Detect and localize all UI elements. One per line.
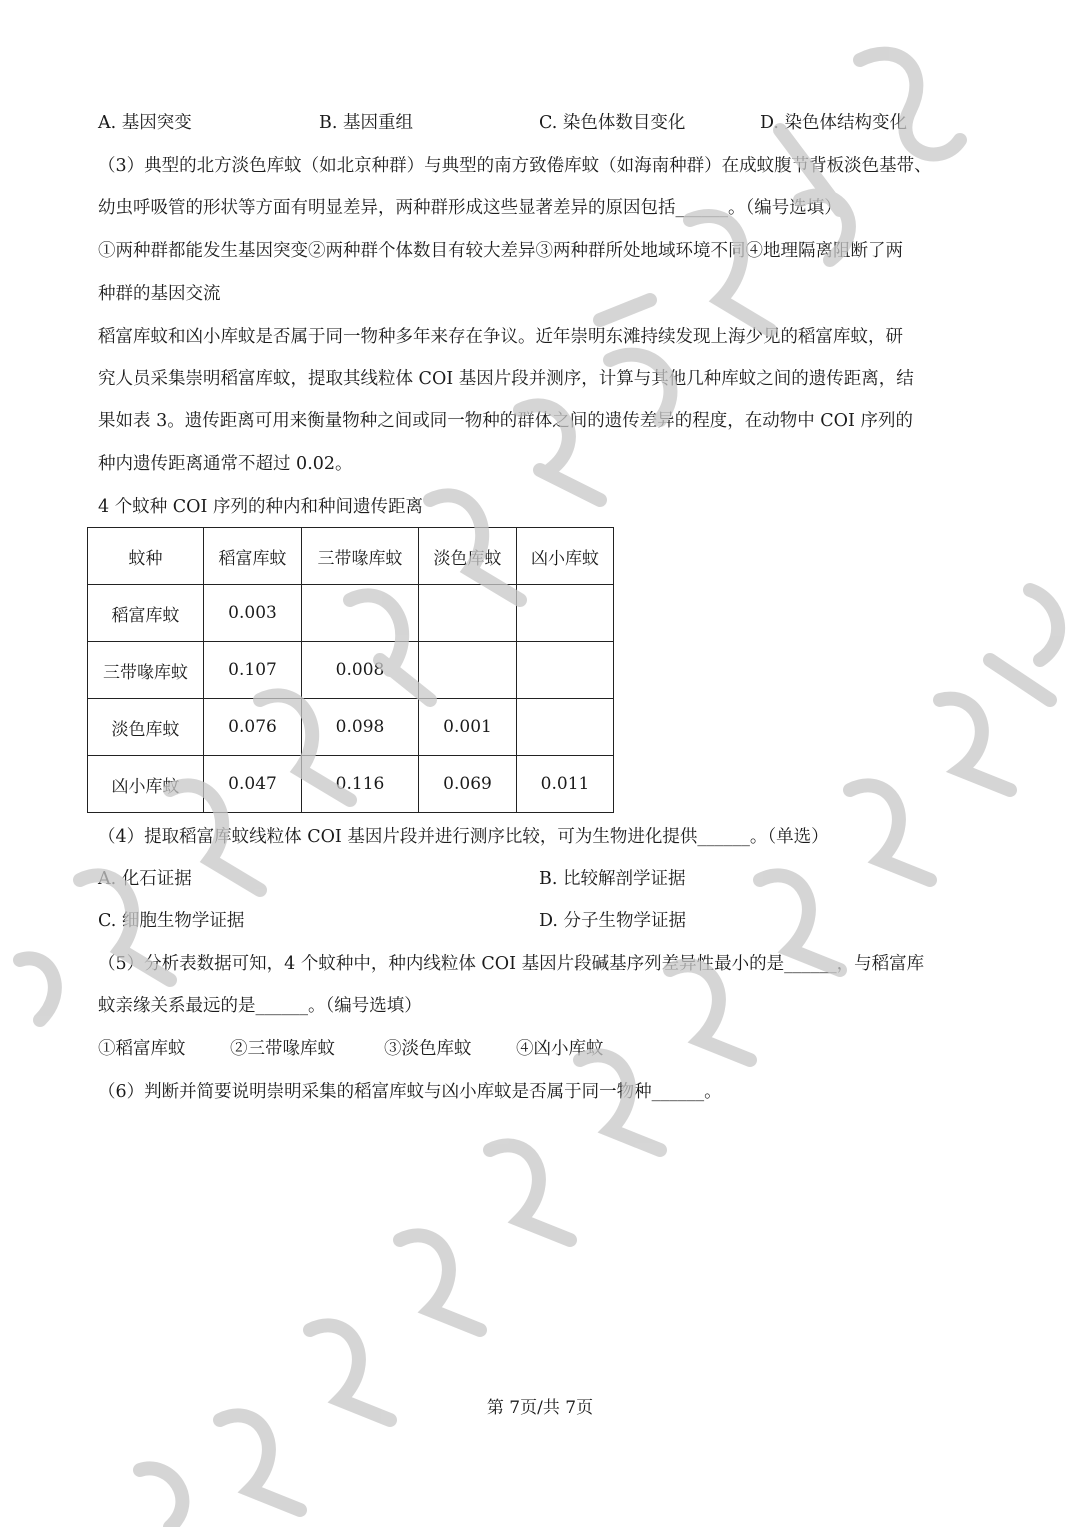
q5-line-1: （5）分析表数据可知，4 个蚊种中，种内线粒体 COI 基因片段碱基序列差异性最小的是______，与稻富库 [98,954,925,974]
q5-option-3: ③淡色库蚊 [384,1039,472,1059]
q2-option-b: B. 基因重组 [319,113,413,133]
q4-option-d: D. 分子生物学证据 [539,911,687,931]
genetic-distance-table [87,527,614,813]
table-row [88,642,614,699]
table-cell: 三带喙库蚊 [88,642,204,699]
intro-line-2: 究人员采集崇明稻富库蚊，提取其线粒体 COI 基因片段并测序，计算与其他几种库蚊之间的遗传距离，结 [98,369,914,389]
q3-line-3: ①两种群都能发生基因突变②两种群个体数目有较大差异③两种群所处地域环境不同④地理隔离阻断了两 [98,241,903,261]
table-cell: 0.076 [204,699,302,756]
table-cell [419,585,517,642]
table-header-cell: 蚊种 [88,528,204,585]
table-cell: 稻富库蚊 [88,585,204,642]
table-cell [419,642,517,699]
q3-line-1: （3）典型的北方淡色库蚊（如北京种群）与典型的南方致倦库蚊（如海南种群）在成蚊腹节背板淡色基带、 [98,156,932,176]
q3-line-4: 种群的基因交流 [98,284,221,304]
q4-option-c: C. 细胞生物学证据 [98,911,245,931]
table-header-row [88,528,614,585]
table-header-cell: 凶小库蚊 [517,528,614,585]
intro-line-3: 果如表 3。遗传距离可用来衡量物种之间或同一物种的群体之间的遗传差异的程度，在动物中 COI 序列的 [98,411,913,431]
table-cell: 0.098 [302,699,419,756]
table-row [88,699,614,756]
table-header-cell: 三带喙库蚊 [302,528,419,585]
table-cell: 淡色库蚊 [88,699,204,756]
table-header-cell: 稻富库蚊 [204,528,302,585]
q2-option-c: C. 染色体数目变化 [539,113,686,133]
q5-option-4: ④凶小库蚊 [516,1039,604,1059]
table-row [88,756,614,813]
q5-option-1: ①稻富库蚊 [98,1039,186,1059]
table-cell: 0.116 [302,756,419,813]
table-cell: 0.107 [204,642,302,699]
table-cell: 0.008 [302,642,419,699]
q2-option-d: D. 染色体结构变化 [760,113,908,133]
table-caption: 4 个蚊种 COI 序列的种内和种间遗传距离 [98,497,423,517]
table-cell: 0.001 [419,699,517,756]
q5-line-2: 蚊亲缘关系最远的是______。（编号选填） [98,996,422,1016]
q3-line-2: 幼虫呼吸管的形状等方面有明显差异，两种群形成这些显著差异的原因包括______。（编号选填） [98,198,842,218]
page-number: 第 7页/共 7页 [486,1398,594,1418]
table-cell: 凶小库蚊 [88,756,204,813]
q6-stem: （6）判断并简要说明崇明采集的稻富库蚊与凶小库蚊是否属于同一物种______。 [98,1082,722,1102]
table-cell [517,699,614,756]
q5-option-2: ②三带喙库蚊 [230,1039,335,1059]
table-cell: 0.003 [204,585,302,642]
table-cell: 0.069 [419,756,517,813]
q4-option-a: A. 化石证据 [98,869,192,889]
intro-line-4: 种内遗传距离通常不超过 0.02。 [98,454,353,474]
table-cell: 0.047 [204,756,302,813]
q4-option-b: B. 比较解剖学证据 [539,869,686,889]
table-cell [517,585,614,642]
table-row [88,585,614,642]
table-cell [302,585,419,642]
q2-option-a: A. 基因突变 [98,113,192,133]
q4-stem: （4）提取稻富库蚊线粒体 COI 基因片段并进行测序比较，可为生物进化提供______。（单选） [98,827,829,847]
table-cell [517,642,614,699]
table-cell: 0.011 [517,756,614,813]
intro-line-1: 稻富库蚊和凶小库蚊是否属于同一物种多年来存在争议。近年崇明东滩持续发现上海少见的稻富库蚊，研 [98,327,903,347]
table-header-cell: 淡色库蚊 [419,528,517,585]
